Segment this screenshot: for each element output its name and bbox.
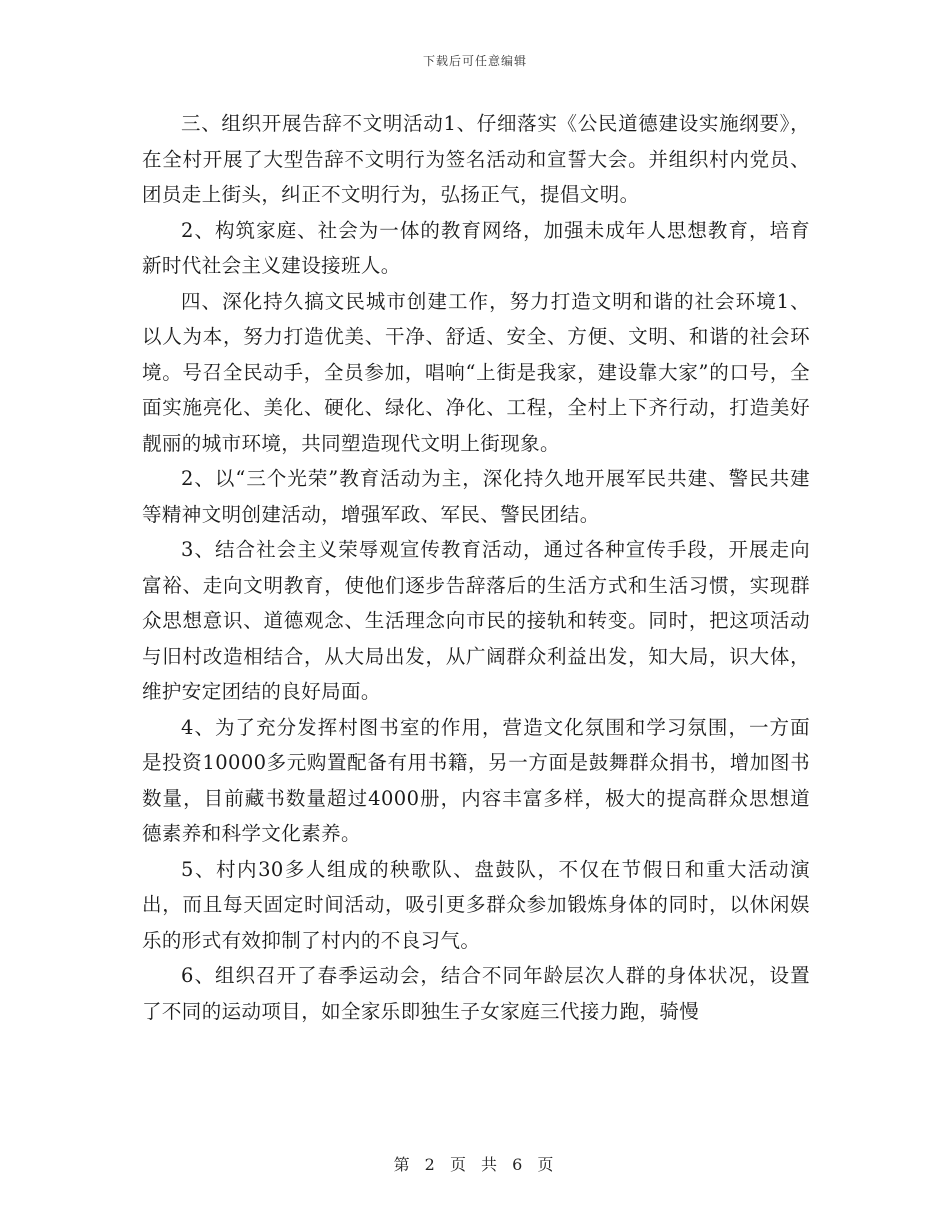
paragraph: 2、以“三个光荣”教育活动为主，深化持久地开展军民共建、警民共建等精神文明创建活动，增强军政、军民、警民团结。 [142,467,810,526]
paragraph: 4、为了充分发挥村图书室的作用，营造文化氛围和学习氛围，一方面是投资10000多元购置配备有用书籍，另一方面是鼓舞群众捐书，增加图书数量，目前藏书数量超过4000册，内容丰富多样，极大的提高群众思想道德素养和科学文化素养。 [142,715,810,845]
paragraph: 5、村内30多人组成的秧歌队、盘鼓队，不仅在节假日和重大活动演出，而且每天固定时间活动，吸引更多群众参加锻炼身体的同时，以休闲娱乐的形式有效抑制了村内的不良习气。 [142,857,810,952]
page-header-note: 下载后可任意编辑 [422,54,527,68]
paragraph: 2、构筑家庭、社会为一体的教育网络，加强未成年人思想教育，培育新时代社会主义建设接班人。 [142,218,810,277]
page-number-footer: 第 2 页 共 6 页 [393,1155,557,1174]
paragraph: 三、组织开展告辞不文明活动1、仔细落实《公民道德建设实施纲要》，在全村开展了大型告辞不文明行为签名活动和宣誓大会。并组织村内党员、团员走上街头，纠正不文明行为，弘扬正气，提倡文明。 [142,112,810,206]
paragraph: 四、深化持久搞文民城市创建工作，努力打造文明和谐的社会环境1、以人为本，努力打造优美、干净、舒适、安全、方便、文明、和谐的社会环境。号召全民动手，全员参加，唱响“上街是我家，建设靠大家”的口号，全面实施亮化、美化、硬化、绿化、净化、工程，全村上下齐行动，打造美好靓丽的城市环境，共同塑造现代文明上街现象。 [142,289,810,455]
paragraph: 3、结合社会主义荣辱观宣传教育活动，通过各种宣传手段，开展走向富裕、走向文明教育，使他们逐步告辞落后的生活方式和生活习惯，实现群众思想意识、道德观念、生活理念向市民的接轨和转变。同时，把这项活动与旧村改造相结合，从大局出发，从广阔群众利益出发，知大局，识大体，维护安定团结的良好局面。 [142,538,810,703]
paragraph: 6、组织召开了春季运动会，结合不同年龄层次人群的身体状况，设置了不同的运动项目，如全家乐即独生子女家庭三代接力跑，骑慢 [142,964,810,1023]
document-body [142,106,810,1029]
